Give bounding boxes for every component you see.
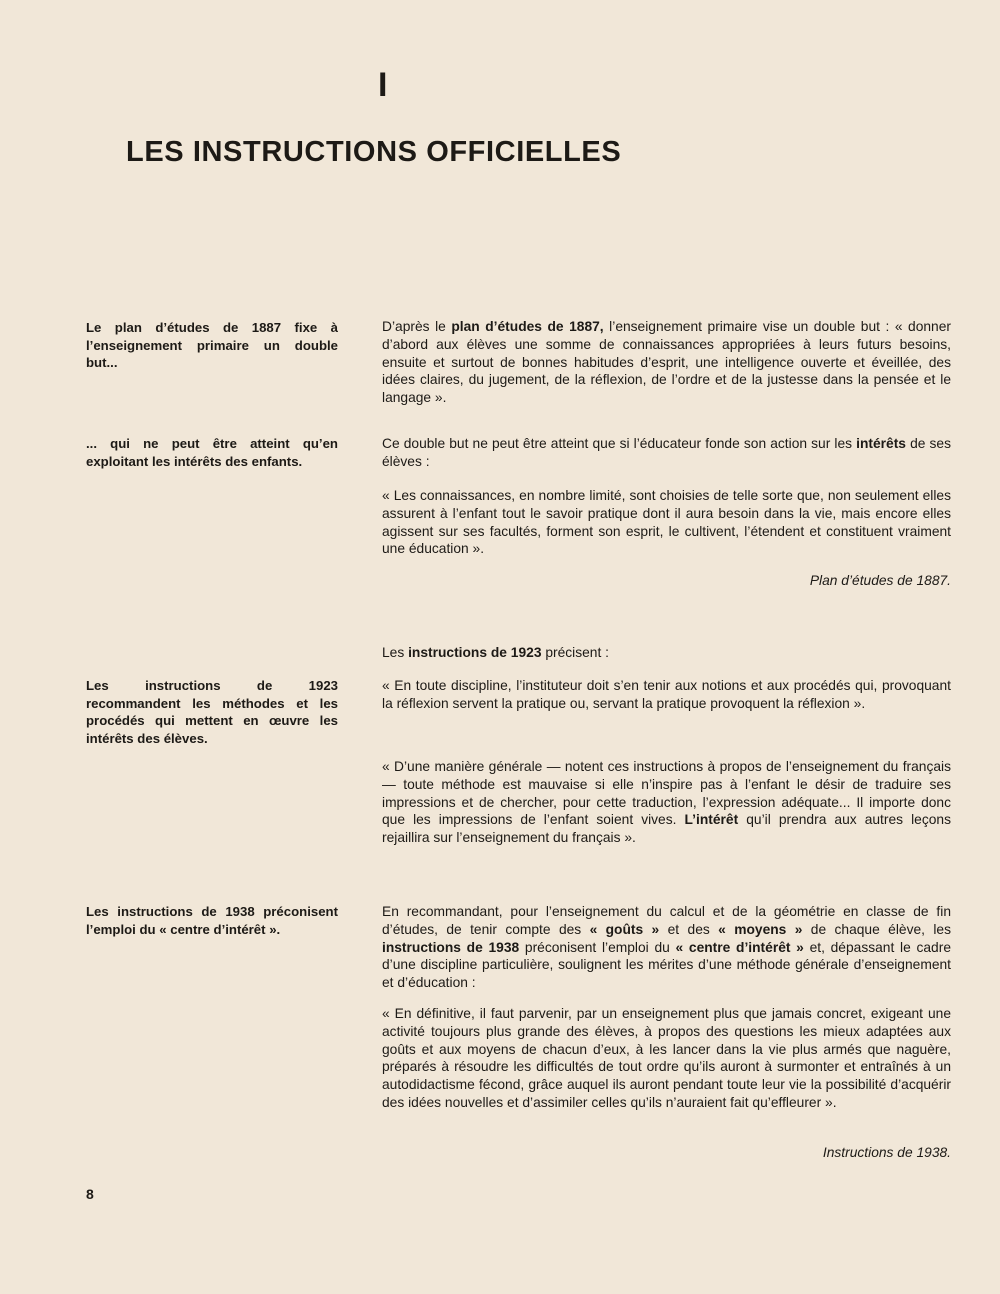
body-paragraph: Les instructions de 1923 précisent : (382, 645, 609, 660)
chapter-number: I (378, 66, 389, 104)
quotation: « D’une manière générale — notent ces instructions à propos de l’enseignement du français — toute méthode est mauvaise si elle n’inspire pas à l’enfant le désir de traduire ses impressions et de chercher, pour cette traduction, l’expression adéquate... Il importe donc que les impressions de l’enfant soient vives. L’intérêt qu’il prendra aux autres leçons rejaillira sur l’enseignement du français ». (382, 759, 951, 846)
body-paragraph: Ce double but ne peut être atteint que si l’éducateur fonde son action sur les intérêts de ses élèves : (382, 436, 951, 469)
quotation: « Les connaissances, en nombre limité, sont choisies de telle sorte que, non seulement elles assurent à l’enfant tout le savoir pratique dont il aura besoin dans la vie, mais encore elles agissent sur ses facultés, forment son esprit, le cultivent, l’étendent et constituent vraiment une éducation ». (382, 488, 951, 557)
margin-note: ... qui ne peut être atteint qu’en exploitant les intérêts des enfants. (86, 436, 338, 469)
chapter-title: LES INSTRUCTIONS OFFICIELLES (126, 136, 622, 168)
margin-note: Les instructions de 1923 recommandent les méthodes et les procédés qui mettent en œuvre les intérêts des élèves. (86, 678, 338, 746)
quotation: « En toute discipline, l’instituteur doit s’en tenir aux notions et aux procédés qui, provoquant la réflexion servent la pratique ou, servant la pratique provoquent la réflexion ». (382, 678, 951, 711)
body-paragraph: D’après le plan d’études de 1887, l’enseignement primaire vise un double but : « donner d’abord aux élèves une somme de connaissances appropriées à leurs futurs besoins, ensuite et surtout de bonnes habitudes d’esprit, une intelligence ouverte et éveillée, des idées claires, du jugement, de la réflexion, de l’ordre et de la justesse dans la pensée et le langage ». (382, 319, 951, 406)
margin-note: Le plan d’études de 1887 fixe à l’enseignement primaire un double but... (86, 320, 338, 371)
citation: Instructions de 1938. (822, 1145, 951, 1160)
quotation: « En définitive, il faut parvenir, par un enseignement plus que jamais concret, exigeant une activité toujours plus grande des élèves, à propos des questions les mieux adaptées aux goûts et aux moyens de chacun d’eux, à les lancer dans la vie plus armés que naguère, préparés à résoudre les difficultés de tout ordre qu’ils auront à surmonter et entraînés à un autodidactisme fécond, grâce auquel ils auront pendant toute leur vie la possibilité d’acquérir des idées nouvelles et d’assimiler celles qu’ils n’auraient fait qu’effleurer ». (382, 1006, 951, 1110)
margin-note: Les instructions de 1938 préconisent l’emploi du « centre d’intérêt ». (86, 904, 338, 937)
citation: Plan d’études de 1887. (809, 573, 951, 588)
body-paragraph: En recommandant, pour l’enseignement du calcul et de la géométrie en classe de fin d’études, de tenir compte des « goûts » et des « moyens » de chaque élève, les instructions de 1938 préconisent l’emploi du « centre d’intérêt » et, dépassant le cadre d’une discipline particulière, soulignent les mérites d’une méthode générale d’enseignement et d’éducation : (382, 904, 951, 991)
page-number: 8 (86, 1186, 94, 1202)
